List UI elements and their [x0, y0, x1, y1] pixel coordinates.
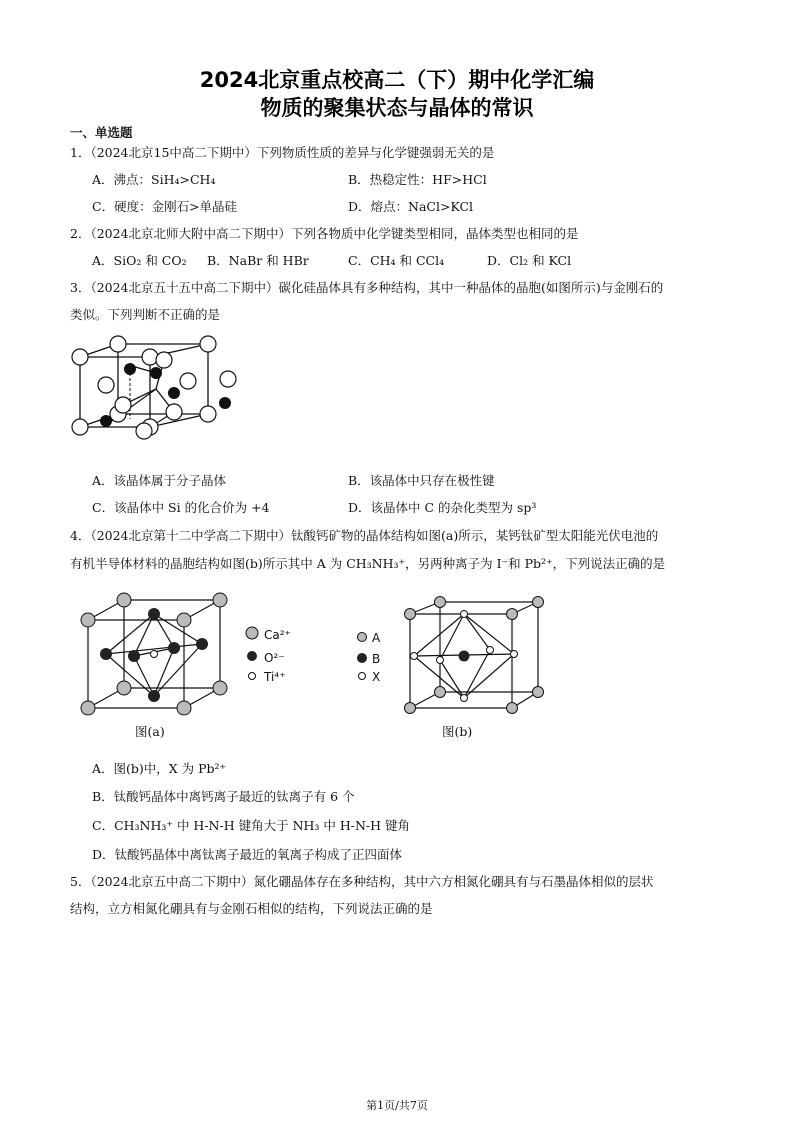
q3-stem-line2: 类似。下列判断不正确的是 [70, 307, 221, 322]
q2-option-d: D．Cl₂ 和 KCl [487, 253, 572, 268]
legend-a-o: O²⁻ [264, 651, 285, 665]
q2-option-c: C．CH₄ 和 CCl₄ [348, 253, 445, 268]
q3-option-b: B．该晶体中只存在极性键 [348, 473, 495, 488]
q3-option-c: C．该晶体中 Si 的化合价为 +4 [92, 500, 270, 515]
q1-option-b: B．热稳定性：HF>HCl [348, 172, 487, 187]
q2-option-a: A．SiO₂ 和 CO₂ [92, 253, 187, 268]
q5-stem-line2: 结构，立方相氮化硼具有与金刚石相似的结构，下列说法正确的是 [70, 901, 433, 916]
legend-b-x: X [372, 670, 381, 684]
q4-stem-line2: 有机半导体材料的晶胞结构如图(b)所示其中 A 为 CH₃NH₃⁺，另两种离子为 I⁻和 Pb²⁺，下列说法正确的是 [70, 556, 666, 571]
q4-option-c: C．CH₃NH₃⁺ 中 H-N-H 键角大于 NH₃ 中 H-N-H 键角 [92, 818, 411, 833]
q4-option-a: A．图(b)中，X 为 Pb²⁺ [92, 761, 227, 776]
q3-stem-line1: 3．（2024北京五十五中高二下期中）碳化硅晶体具有多种结构，其中一种晶体的晶胞(如图所示)与金刚石的 [70, 280, 664, 295]
perovskite-figure-a [74, 590, 304, 742]
fig-a-label: 图(a) [135, 724, 165, 739]
q4-option-b: B．钛酸钙晶体中离钙离子最近的钛离子有 6 个 [92, 789, 355, 804]
page-footer: 第1页/共7页 [366, 1099, 428, 1112]
q2-stem: 2．（2024北京北师大附中高二下期中）下列各物质中化学键类型相同，晶体类型也相同的是 [70, 226, 579, 241]
sic-unit-cell-figure [68, 333, 248, 463]
legend-a-ca: Ca²⁺ [264, 628, 291, 642]
q3-option-a: A．该晶体属于分子晶体 [92, 473, 227, 488]
q4-stem-line1: 4．（2024北京第十二中学高二下期中）钛酸钙矿物的晶体结构如图(a)所示，某钙钛矿型太阳能光伏电池的 [70, 528, 659, 543]
q1-option-d: D．熔点：NaCl>KCl [348, 199, 474, 214]
section-heading: 一、单选题 [70, 125, 133, 140]
q5-stem-line1: 5．（2024北京五中高二下期中）氮化硼晶体存在多种结构，其中六方相氮化硼具有与石墨晶体相似的层状 [70, 874, 654, 889]
document-title: 2024北京重点校高二（下）期中化学汇编 [199, 68, 595, 92]
legend-b-b: B [372, 652, 381, 666]
q4-option-d: D．钛酸钙晶体中离钛离子最近的氧离子构成了正四面体 [92, 847, 403, 862]
legend-a-ti: Ti⁴⁺ [264, 670, 286, 684]
q1-stem: 1．（2024北京15中高二下期中）下列物质性质的差异与化学键强弱无关的是 [70, 145, 495, 160]
q3-option-d: D．该晶体中 C 的杂化类型为 sp³ [348, 500, 537, 515]
fig-b-label: 图(b) [442, 724, 473, 739]
q1-option-a: A．沸点：SiH₄>CH₄ [92, 172, 216, 187]
document-subtitle: 物质的聚集状态与晶体的常识 [260, 96, 534, 120]
q2-option-b: B．NaBr 和 HBr [207, 253, 309, 268]
q1-option-c: C．硬度：金刚石>单晶硅 [92, 199, 238, 214]
legend-b-a: A [372, 631, 381, 645]
